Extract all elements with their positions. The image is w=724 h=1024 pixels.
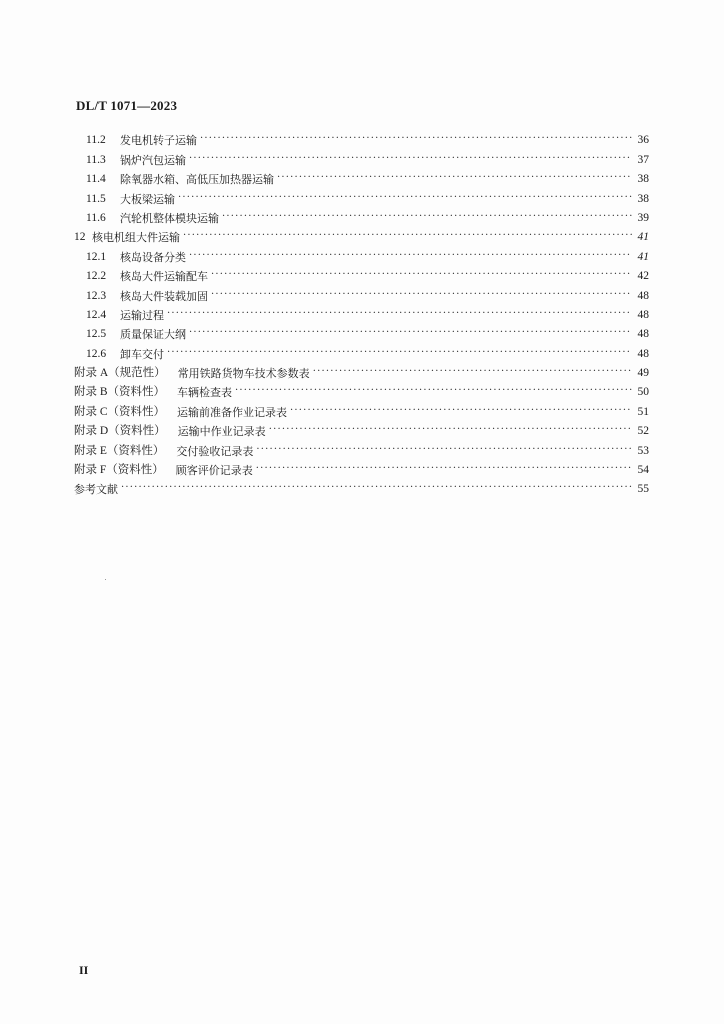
dot-leader [178,191,632,204]
toc-entry-11-5[interactable] [74,186,649,205]
toc-entry-number: 附录 C（资料性） [74,405,166,418]
dot-leader [313,365,632,378]
toc-entry-title: 车辆检查表 [177,386,233,400]
toc-entry-references[interactable] [74,477,649,496]
toc-entry-12[interactable] [74,225,649,244]
toc-entry-title: 发电机转子运输 [120,134,197,148]
toc-entry-page: 37 [637,153,649,166]
toc-entry-12-2[interactable] [74,264,649,283]
toc-entry-page: 38 [637,173,649,186]
toc-entry-page: 48 [637,308,649,321]
toc-entry-title: 卸车交付 [120,347,164,361]
dot-leader [167,346,632,359]
toc-entry-number: 11.4 [86,173,106,186]
toc-entry-12-5[interactable] [74,322,649,341]
scan-speck [105,579,106,580]
toc-entry-title: 核岛设备分类 [120,250,186,264]
toc-entry-number: 12.6 [86,347,107,360]
toc-entry-number: 11.6 [86,211,106,224]
dot-leader [256,462,632,475]
toc-entry-number: 12.2 [86,270,107,283]
dot-leader [121,481,632,494]
toc-entry-number: 12 [74,231,86,244]
toc-entry-title: 交付验收记录表 [176,444,254,458]
toc-entry-title: 顾客评价记录表 [175,464,253,478]
toc-entry-page: 41 [637,250,649,263]
toc-entry-title: 质量保证大纲 [120,328,186,342]
toc-entry-page: 39 [637,211,649,224]
dot-leader [189,326,632,339]
dot-leader [277,171,632,184]
dot-leader [269,423,632,436]
toc-entry-number: 附录 E（资料性） [74,444,165,457]
toc-entry-11-2[interactable] [74,128,649,147]
toc-entry-page: 54 [637,464,649,477]
toc-entry-page: 52 [637,425,649,438]
table-of-contents [74,128,649,496]
toc-entry-appendix-e[interactable] [74,438,649,457]
toc-entry-appendix-a[interactable] [74,361,649,380]
toc-entry-page: 53 [637,444,649,457]
toc-entry-page: 36 [637,134,649,147]
toc-entry-page: 49 [637,367,649,380]
toc-entry-11-6[interactable] [74,206,649,225]
dot-leader [167,307,632,320]
toc-entry-title: 运输前准备作业记录表 [177,405,288,419]
toc-entry-title: 核岛大件装载加固 [120,289,208,303]
toc-entry-number: 12.3 [86,289,107,302]
toc-entry-number: 11.3 [86,153,106,166]
dot-leader [290,404,632,417]
toc-entry-title: 参考文献 [74,483,118,497]
toc-entry-page: 55 [637,483,649,496]
toc-entry-title: 除氧器水箱、高低压加热器运输 [120,173,274,187]
toc-entry-appendix-c[interactable] [74,399,649,418]
toc-entry-number: 附录 A（规范性） [74,367,166,380]
toc-entry-title: 运输过程 [120,308,164,322]
page-numeral: II [79,963,89,977]
dot-leader [183,229,632,242]
toc-entry-title: 大板梁运输 [120,192,175,206]
toc-entry-number: 11.5 [86,192,106,205]
dot-leader [200,132,632,145]
toc-entry-12-6[interactable] [74,341,649,360]
toc-entry-12-4[interactable] [74,303,649,322]
toc-entry-number: 附录 D（资料性） [74,425,166,438]
toc-entry-appendix-f[interactable] [74,458,649,477]
toc-entry-11-4[interactable] [74,167,649,186]
dot-leader [211,268,632,281]
toc-entry-page: 48 [637,328,649,341]
toc-entry-12-3[interactable] [74,283,649,302]
toc-entry-number: 12.4 [86,308,107,321]
toc-entry-title: 运输中作业记录表 [177,425,266,439]
toc-entry-number: 附录 F（资料性） [74,464,164,477]
toc-entry-page: 42 [637,270,649,283]
toc-entry-title: 常用铁路货物车技术参数表 [177,367,310,381]
dot-leader [211,288,632,301]
toc-entry-number: 12.1 [86,250,107,263]
toc-entry-12-1[interactable] [74,244,649,263]
toc-entry-11-3[interactable] [74,147,649,166]
toc-entry-title: 核岛大件运输配车 [120,270,208,284]
toc-entry-page: 41 [637,231,649,244]
dot-leader [222,210,632,223]
standard-code: DL/T 1071—2023 [76,98,178,113]
toc-entry-appendix-b[interactable] [74,380,649,399]
toc-entry-page: 38 [637,192,649,205]
toc-entry-appendix-d[interactable] [74,419,649,438]
dot-leader [189,152,632,165]
toc-entry-title: 锅炉汽包运输 [120,153,186,167]
toc-entry-page: 50 [637,386,649,399]
toc-entry-page: 48 [637,347,649,360]
dot-leader [235,384,632,397]
toc-entry-page: 48 [637,289,649,302]
toc-entry-number: 12.5 [86,328,107,341]
dot-leader [189,249,632,262]
toc-entry-title: 核电机组大件运输 [92,231,180,245]
dot-leader [256,443,632,456]
toc-entry-title: 汽轮机整体模块运输 [120,211,219,225]
toc-entry-number: 11.2 [86,134,106,147]
toc-entry-number: 附录 B（资料性） [74,386,166,399]
toc-entry-page: 51 [637,405,649,418]
